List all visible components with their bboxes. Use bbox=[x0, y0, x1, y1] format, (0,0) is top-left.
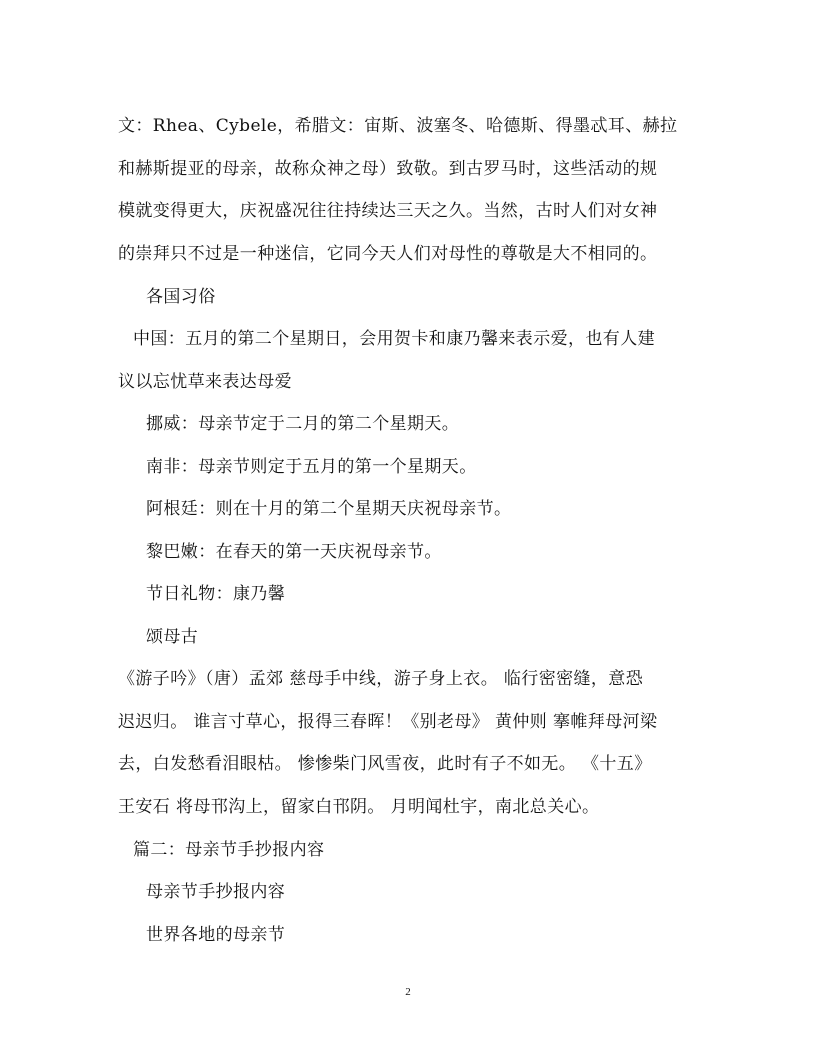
text-line: 的崇拜只不过是一种迷信，它同今天人们对母性的尊敬是大不相同的。 bbox=[118, 244, 658, 264]
text-line: 阿根廷：则在十月的第二个星期天庆祝母亲节。 bbox=[146, 499, 512, 519]
section-heading: 世界各地的母亲节 bbox=[146, 925, 286, 945]
text-line: 议以忘忧草来表达母爱 bbox=[118, 372, 292, 392]
text-line: 《游子吟》（唐）孟郊 慈母手中线，游子身上衣。 临行密密缝，意恐 bbox=[118, 669, 644, 689]
section-heading: 颂母古 bbox=[146, 627, 199, 647]
text-line: 去，白发愁看泪眼枯。 惨惨柴门风雪夜，此时有子不如无。 《十五》 bbox=[118, 754, 652, 774]
text-line: 和赫斯提亚的母亲，故称众神之母）致敬。到古罗马时，这些活动的规 bbox=[118, 159, 658, 179]
text-line: 挪威：母亲节定于二月的第二个星期天。 bbox=[146, 414, 460, 434]
section-heading: 母亲节手抄报内容 bbox=[146, 882, 286, 902]
text-line: 节日礼物：康乃馨 bbox=[146, 584, 286, 604]
text-line: 文：Rhea、Cybele，希腊文：宙斯、波塞冬、哈德斯、得墨忒耳、赫拉 bbox=[118, 116, 678, 136]
page-number: 2 bbox=[405, 986, 411, 998]
text-line: 王安石 将母邗沟上，留家白邗阴。 月明闻杜宇，南北总关心。 bbox=[118, 797, 600, 817]
text-line: 南非：母亲节则定于五月的第一个星期天。 bbox=[146, 457, 477, 477]
section-heading: 篇二：母亲节手抄报内容 bbox=[133, 840, 325, 860]
text-line: 模就变得更大，庆祝盛况往往持续达三天之久。当然，古时人们对女神 bbox=[118, 201, 658, 221]
text-line: 中国：五月的第二个星期日，会用贺卡和康乃馨来表示爱，也有人建 bbox=[133, 329, 655, 349]
section-heading: 各国习俗 bbox=[146, 287, 216, 307]
text-line: 黎巴嫩：在春天的第一天庆祝母亲节。 bbox=[146, 542, 442, 562]
text-line: 迟迟归。 谁言寸草心，报得三春晖！《别老母》 黄仲则 搴帷拜母河梁 bbox=[118, 712, 658, 732]
